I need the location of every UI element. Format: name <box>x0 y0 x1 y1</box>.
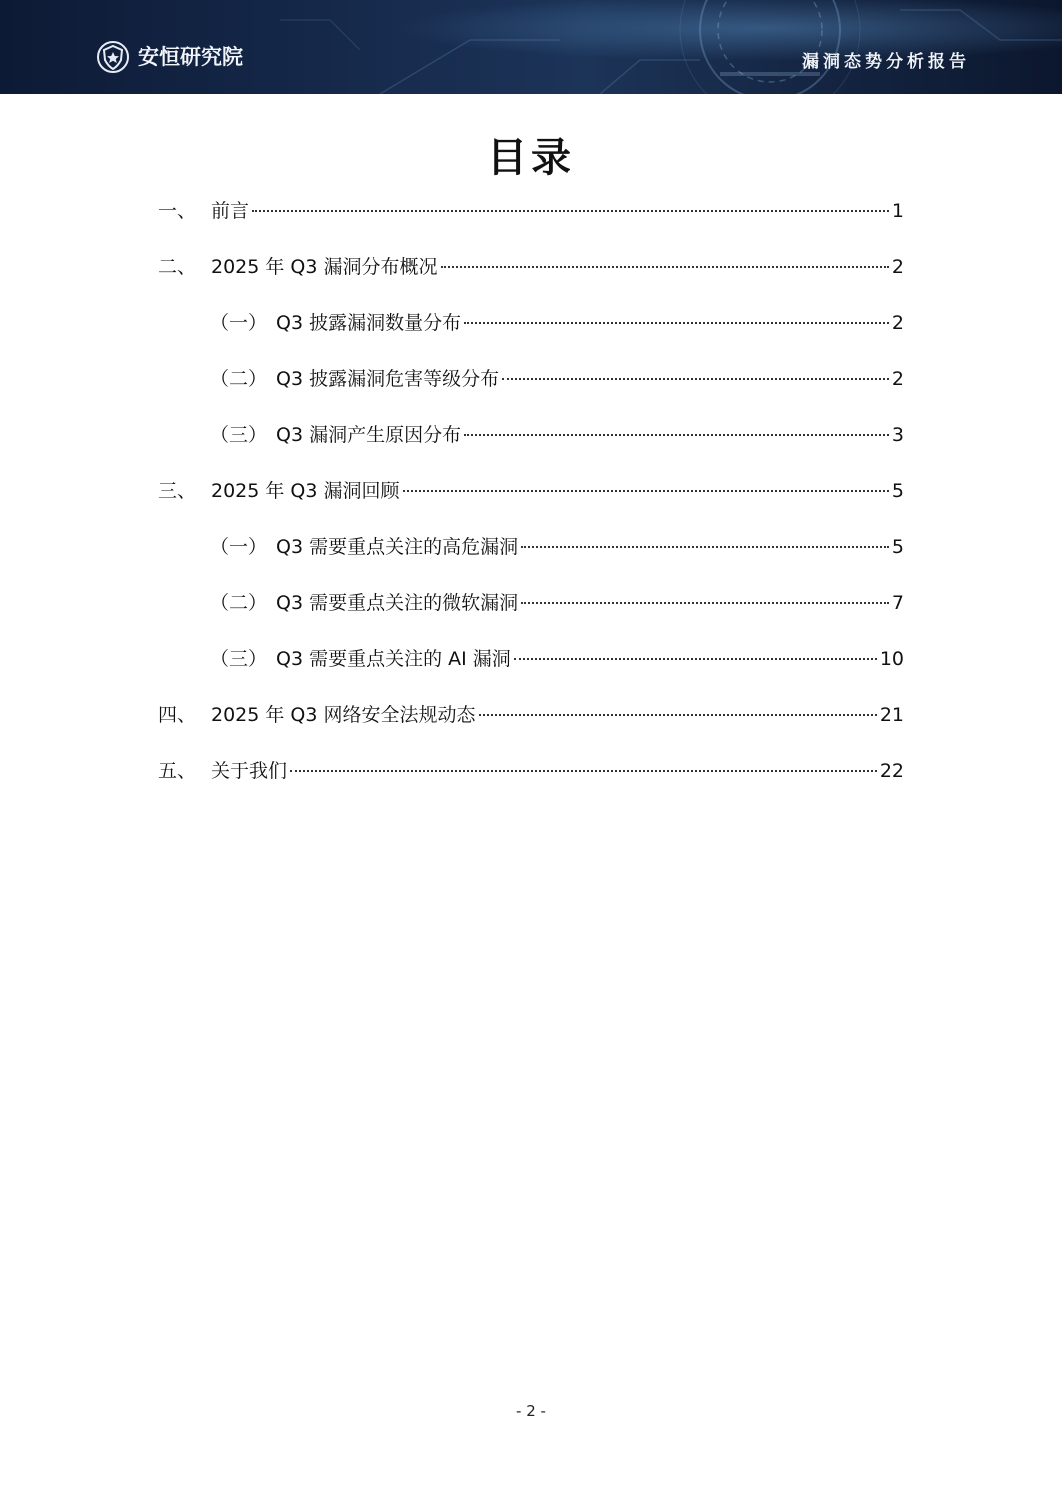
toc-entry[interactable] <box>158 252 904 308</box>
toc-entry-text: Q3 漏洞产生原因分布 <box>276 424 462 446</box>
toc-entry-text: 2025 年 Q3 漏洞分布概况 <box>211 256 438 278</box>
table-of-contents <box>158 196 904 812</box>
toc-entry-page: 1 <box>891 200 904 222</box>
toc-entry-number: （三） <box>210 424 268 446</box>
toc-dot-leader <box>464 434 889 436</box>
page-number: - 2 - <box>516 1402 546 1420</box>
brand <box>96 40 243 74</box>
toc-dot-leader <box>441 266 889 268</box>
toc-entry-page: 2 <box>891 256 904 278</box>
toc-entry-number: 二、 <box>158 256 197 278</box>
toc-entry-number: 四、 <box>158 704 197 726</box>
toc-entry-number: （二） <box>210 592 268 614</box>
toc-entry-text: Q3 需要重点关注的微软漏洞 <box>276 592 519 614</box>
toc-entry[interactable] <box>158 756 904 812</box>
toc-entry-text: 前言 <box>211 200 250 222</box>
header-banner <box>0 0 1062 94</box>
toc-entry[interactable] <box>158 588 904 644</box>
toc-dot-leader <box>521 546 889 548</box>
toc-entry-text: Q3 披露漏洞数量分布 <box>276 312 462 334</box>
toc-entry-page: 22 <box>879 760 904 782</box>
toc-entry-number: 三、 <box>158 480 197 502</box>
toc-entry[interactable] <box>158 420 904 476</box>
toc-entry-number: （一） <box>210 312 268 334</box>
toc-entry-number: 一、 <box>158 200 197 222</box>
toc-entry[interactable] <box>158 700 904 756</box>
toc-entry-number: （三） <box>210 648 268 670</box>
toc-entry[interactable] <box>158 364 904 420</box>
toc-entry-text: 2025 年 Q3 网络安全法规动态 <box>211 704 476 726</box>
shield-star-icon <box>96 40 130 74</box>
toc-dot-leader <box>479 714 877 716</box>
toc-entry[interactable] <box>158 476 904 532</box>
toc-entry-text: 2025 年 Q3 漏洞回顾 <box>211 480 400 502</box>
report-name: 漏洞态势分析报告 <box>802 52 970 72</box>
toc-entry-text: Q3 披露漏洞危害等级分布 <box>276 368 500 390</box>
toc-dot-leader <box>521 602 889 604</box>
toc-entry[interactable] <box>158 308 904 364</box>
toc-entry-page: 5 <box>891 536 904 558</box>
toc-entry[interactable] <box>158 644 904 700</box>
toc-entry-number: （二） <box>210 368 268 390</box>
toc-dot-leader <box>502 378 889 380</box>
toc-dot-leader <box>514 658 877 660</box>
toc-title: 目录 <box>487 134 575 181</box>
toc-entry-page: 3 <box>891 424 904 446</box>
toc-dot-leader <box>403 490 889 492</box>
toc-entry-text: Q3 需要重点关注的高危漏洞 <box>276 536 519 558</box>
toc-entry-page: 21 <box>879 704 904 726</box>
toc-entry-text: Q3 需要重点关注的 AI 漏洞 <box>276 648 511 670</box>
toc-dot-leader <box>464 322 889 324</box>
toc-dot-leader <box>290 770 877 772</box>
toc-entry[interactable] <box>158 196 904 252</box>
toc-entry-page: 5 <box>891 480 904 502</box>
toc-entry-page: 2 <box>891 368 904 390</box>
toc-entry-page: 10 <box>879 648 904 670</box>
toc-dot-leader <box>252 210 889 212</box>
toc-entry-number: 五、 <box>158 760 197 782</box>
toc-entry-number: （一） <box>210 536 268 558</box>
toc-entry-page: 7 <box>891 592 904 614</box>
toc-entry[interactable] <box>158 532 904 588</box>
toc-entry-page: 2 <box>891 312 904 334</box>
brand-name: 安恒研究院 <box>138 45 243 69</box>
toc-entry-text: 关于我们 <box>211 760 288 782</box>
